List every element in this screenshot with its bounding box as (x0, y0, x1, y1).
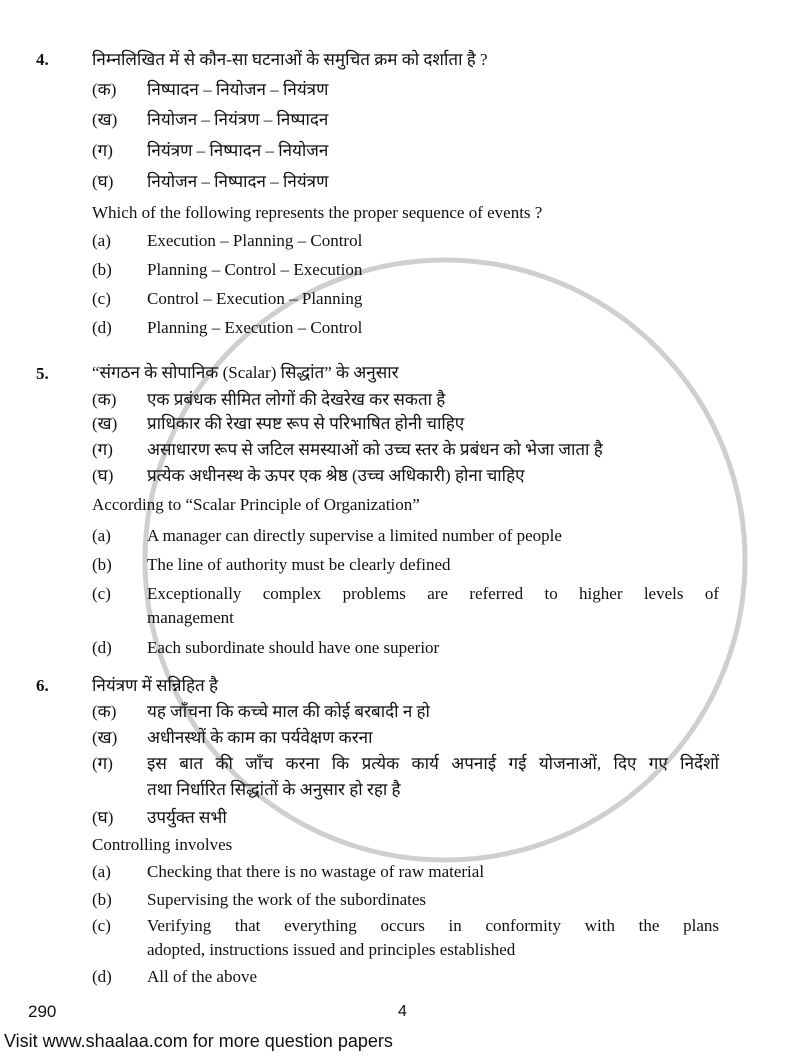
option-text: प्राधिकार की रेखा स्पष्ट रूप से परिभाषित होनी चाहिए (147, 414, 465, 433)
question-stem-hindi: “संगठन के सोपानिक (Scalar) सिद्धांत” के अनुसार (92, 363, 399, 382)
option-text: निष्पादन – नियोजन – नियंत्रण (147, 80, 329, 99)
option-label: (a) (92, 231, 111, 250)
question-number: 5. (36, 364, 49, 383)
question-stem-english: Which of the following represents the proper sequence of events ? (92, 203, 543, 222)
option-label: (क) (92, 390, 117, 409)
option-label: (d) (92, 318, 112, 337)
option-label: (b) (92, 260, 112, 279)
option-text-continued: adopted, instructions issued and principles established (147, 940, 516, 959)
option-label: (c) (92, 916, 111, 935)
option-label: (a) (92, 862, 111, 881)
option-text: अधीनस्थों के काम का पर्यवेक्षण करना (147, 728, 373, 747)
option-text: नियंत्रण – निष्पादन – नियोजन (147, 141, 329, 160)
option-label: (घ) (92, 808, 114, 827)
option-label: (b) (92, 890, 112, 909)
visit-shaalaa-link[interactable]: Visit www.shaalaa.com for more question papers (4, 1031, 393, 1051)
question-number: 6. (36, 676, 49, 695)
option-text: Execution – Planning – Control (147, 231, 363, 250)
option-text: एक प्रबंधक सीमित लोगों की देखरेख कर सकता है (147, 390, 446, 409)
option-label: (क) (92, 80, 117, 99)
option-text: Checking that there is no wastage of raw material (147, 862, 485, 881)
option-text: Verifying that everything occurs in conformity with the plans (147, 916, 719, 935)
option-label: (घ) (92, 172, 114, 191)
option-label: (d) (92, 638, 112, 657)
option-label: (क) (92, 702, 117, 721)
option-text: उपर्युक्त सभी (147, 808, 227, 827)
option-text: Each subordinate should have one superior (147, 638, 440, 657)
option-label: (b) (92, 555, 112, 574)
option-label: (c) (92, 584, 111, 603)
option-label: (ख) (92, 414, 118, 433)
option-label: (ग) (92, 141, 113, 160)
option-text: Exceptionally complex problems are referred to higher levels of (147, 584, 719, 603)
option-text-continued: management (147, 608, 234, 627)
option-text: प्रत्येक अधीनस्थ के ऊपर एक श्रेष्ठ (उच्च अधिकारी) होना चाहिए (147, 466, 525, 485)
option-label: (ख) (92, 110, 118, 129)
option-text: Planning – Control – Execution (147, 260, 363, 279)
option-label: (c) (92, 289, 111, 308)
option-label: (घ) (92, 466, 114, 485)
option-text: इस बात की जाँच करना कि प्रत्येक कार्य अपनाई गई योजनाओं, दिए गए निर्देशों (147, 754, 719, 773)
option-text: Supervising the work of the subordinates (147, 890, 427, 909)
option-text: नियोजन – नियंत्रण – निष्पादन (147, 110, 329, 129)
paper-code: 290 (28, 1002, 57, 1021)
question-number: 4. (36, 50, 49, 69)
option-label: (a) (92, 526, 111, 545)
option-text: A manager can directly supervise a limited number of people (147, 526, 562, 545)
option-label: (ग) (92, 754, 113, 773)
option-text: Planning – Execution – Control (147, 318, 363, 337)
option-text: असाधारण रूप से जटिल समस्याओं को उच्च स्तर के प्रबंधन को भेजा जाता है (147, 440, 603, 459)
page-number: 4 (398, 1003, 407, 1020)
question-stem-hindi: नियंत्रण में सन्निहित है (92, 676, 219, 695)
option-text: नियोजन – निष्पादन – नियंत्रण (147, 172, 329, 191)
option-text-continued: तथा निर्धारित सिद्धांतों के अनुसार हो रहा है (147, 780, 401, 799)
option-label: (ख) (92, 728, 118, 747)
question-stem-english: Controlling involves (92, 835, 233, 854)
option-text: यह जाँचना कि कच्चे माल की कोई बरबादी न हो (147, 702, 430, 721)
option-text: The line of authority must be clearly defined (147, 555, 451, 574)
question-stem-hindi: निम्नलिखित में से कौन-सा घटनाओं के समुचित क्रम को दर्शाता है ? (92, 50, 488, 69)
option-label: (d) (92, 967, 112, 986)
option-text: Control – Execution – Planning (147, 289, 363, 308)
option-label: (ग) (92, 440, 113, 459)
question-stem-english: According to “Scalar Principle of Organization” (92, 495, 420, 514)
option-text: All of the above (147, 967, 257, 986)
